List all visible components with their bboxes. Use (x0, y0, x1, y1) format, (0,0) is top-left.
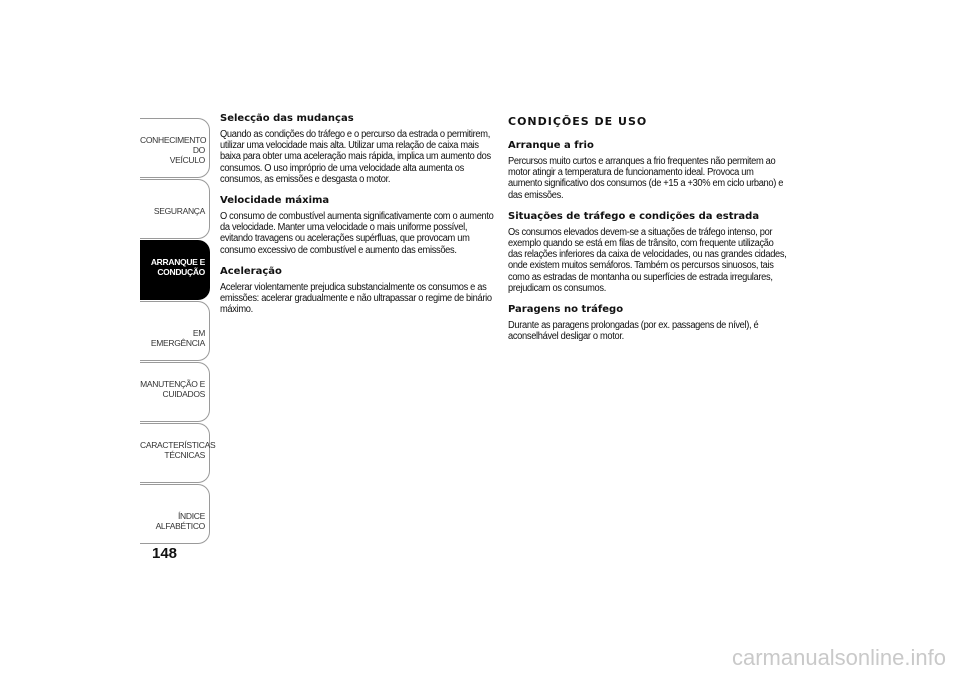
tab-indice-alfabetico[interactable] (140, 484, 210, 544)
page-number: 148 (152, 545, 178, 562)
left-column (220, 113, 500, 325)
tab-label: SEGURANÇA (153, 206, 205, 216)
paragraph-velocidade-maxima: O consumo de combustível aumenta significativamente com o aumento da velocidade. Manter uma velocidade o mais uniforme possível, evitando travagens ou acelerações supérfluas, que provocam um consumo excessivo de combustível e aumento das emissões. (220, 211, 494, 256)
tab-label: CONHECIMENTO DO (140, 135, 207, 155)
heading-paragens-trafego: Paragens no tráfego (508, 304, 624, 316)
tab-caracteristicas-tecnicas[interactable] (140, 423, 216, 483)
heading-condicoes-de-uso: CONDIÇÕES DE USO (508, 115, 648, 128)
tab-label: ARRANQUE E (150, 257, 205, 267)
tab-conhecimento-do-veiculo[interactable] (140, 118, 210, 178)
tab-em-emergencia[interactable] (140, 301, 210, 361)
tab-label: EM EMERGÊNCIA (150, 328, 205, 348)
paragraph-situacoes-trafego: Os consumos elevados devem-se a situações de tráfego intenso, por exemplo quando se está em filas de trânsito, com frequente utilização das relações inferiores da caixa de velocidades, ou nas grandes cidades, onde existem muitos semáforos. Também os percursos sinuosos, tais como as estradas de montanha ou superfícies de estrada irregulares, prejudicam os consumos. (508, 226, 787, 294)
tab-label: ÍNDICE ALFABÉTICO (155, 511, 205, 531)
tab-label: CONDUÇÃO (157, 267, 205, 277)
tab-label: VEÍCULO (169, 155, 205, 165)
heading-aceleracao: Aceleração (220, 265, 282, 277)
heading-selecao-mudancas: Selecção das mudanças (220, 113, 354, 124)
paragraph-arranque-a-frio: Percursos muito curtos e arranques a frio frequentes não permitem ao motor atingir a temperatura de funcionamento ideal. Provoca um aumento significativo dos consumos (de +15 a +30% em ciclo urbano) e das emissões. (508, 156, 784, 201)
heading-arranque-a-frio: Arranque a frio (508, 140, 594, 151)
tab-label: CARACTERÍSTICAS (140, 440, 216, 450)
watermark: carmanualsonline.info (731, 645, 946, 670)
tab-label: CUIDADOS (162, 389, 205, 399)
paragraph-aceleracao: Acelerar violentamente prejudica substancialmente os consumos e as emissões: acelerar gradualmente e não ultrapassar o regime de binário máximo. (220, 281, 492, 316)
heading-situacoes-trafego: Situações de tráfego e condições da estrada (508, 210, 760, 222)
heading-velocidade-maxima: Velocidade máxima (220, 195, 330, 207)
tab-label: TÉCNICAS (164, 450, 205, 460)
right-column (508, 113, 788, 352)
tab-seguranca[interactable] (140, 179, 210, 239)
tab-arranque-e-conducao[interactable] (140, 240, 210, 300)
paragraph-paragens-trafego: Durante as paragens prolongadas (por ex. passagens de nível), é aconselhável desligar o motor. (508, 320, 759, 343)
tab-manutencao-e-cuidados[interactable] (140, 362, 210, 422)
paragraph-selecao-mudancas: Quando as condições do tráfego e o percurso da estrada o permitirem, utilizar uma velocidade mais alta. Utilizar uma relação de caixa mais baixa para obter uma aceleração mais rápida, implica um aumento dos consumos. O uso impróprio de uma velocidade alta aumenta os consumos, as emissões e desgasta o motor. (220, 129, 491, 185)
tab-label: MANUTENÇÃO E (140, 379, 205, 389)
